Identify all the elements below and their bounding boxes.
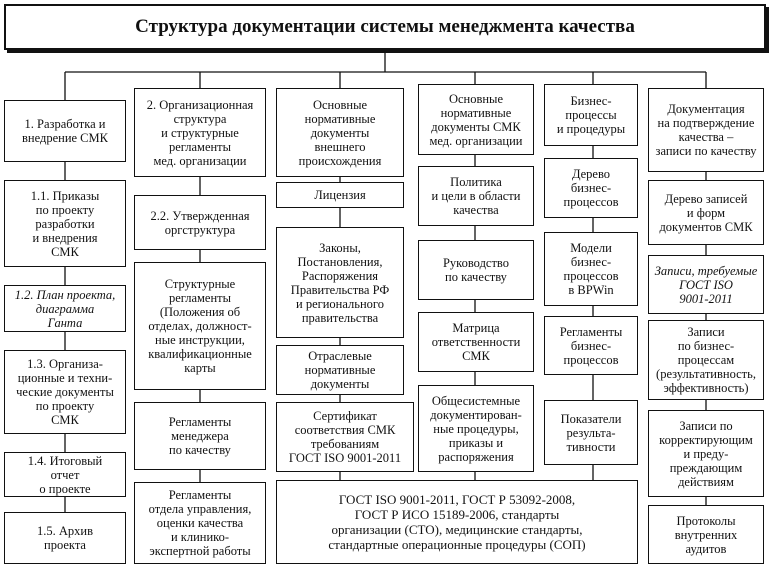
col5-item-2: Модели бизнес- процессов в BPWin (544, 232, 638, 306)
col5-header: Бизнес- процессы и процедуры (544, 84, 638, 146)
col3-item-2: Законы, Постановления, Распоряжения Правительства РФ и регионального правительства (276, 227, 404, 338)
col6-header: Документация на подтверждение качества – записи по качеству (648, 88, 764, 172)
col5-item-1: Дерево бизнес- процессов (544, 158, 638, 218)
col6-item-2: Записи, требуемые ГОСТ ISO 9001-2011 (648, 255, 764, 314)
standards-box: ГОСТ ISO 9001-2011, ГОСТ Р 53092-2008, ГОСТ Р ИСО 15189-2006, стандарты организации (СТО), медицинские стандарты, стандартные операционные процедуры (СОП) (276, 480, 638, 564)
col2-item-1: 2.2. Утвержденная оргструктура (134, 195, 266, 250)
col1-header: 1. Разработка и внедрение СМК (4, 100, 126, 162)
col2-item-2: Структурные регламенты (Положения об отделах, должност- ные инструкции, квалификационные карты (134, 262, 266, 390)
col5-item-3: Регламенты бизнес- процессов (544, 316, 638, 375)
col6-item-1: Дерево записей и форм документов СМК (648, 180, 764, 245)
col2-item-3: Регламенты менеджера по качеству (134, 402, 266, 470)
col1-item-2: 1.2. План проекта, диаграмма Ганта (4, 285, 126, 332)
col1-item-1: 1.1. Приказы по проекту разработки и внедрения СМК (4, 180, 126, 267)
col3-item-4: Сертификат соответствия СМК требованиям ГОСТ ISO 9001-2011 (276, 402, 414, 472)
col5-item-4: Показатели результа- тивности (544, 400, 638, 465)
col4-item-1: Политика и цели в области качества (418, 166, 534, 226)
col4-header: Основные нормативные документы СМК мед. организации (418, 84, 534, 155)
col4-item-4: Общесистемные документирован- ные процедуры, приказы и распоряжения (418, 385, 534, 472)
col1-item-5: 1.5. Архив проекта (4, 512, 126, 564)
col3-header: Основные нормативные документы внешнего происхождения (276, 88, 404, 177)
col1-item-4: 1.4. Итоговый отчет о проекте (4, 452, 126, 497)
col6-item-5: Протоколы внутренних аудитов (648, 505, 764, 564)
col3-item-1: Лицензия (276, 182, 404, 208)
col6-item-4: Записи по корректирующим и преду- преждающим действиям (648, 410, 764, 497)
col4-item-2: Руководство по качеству (418, 240, 534, 300)
diagram-title: Структура документации системы менеджмента качества (4, 4, 766, 50)
col1-item-3: 1.3. Организа- ционные и техни- ческие документы по проекту СМК (4, 350, 126, 434)
col2-item-4: Регламенты отдела управления, оценки качества и клинико- экспертной работы (134, 482, 266, 564)
col3-item-3: Отраслевые нормативные документы (276, 345, 404, 395)
col4-item-3: Матрица ответственности СМК (418, 312, 534, 372)
col2-header: 2. Организационная структура и структурные регламенты мед. организации (134, 88, 266, 177)
col6-item-3: Записи по бизнес- процессам (результативность, эффективность) (648, 320, 764, 400)
